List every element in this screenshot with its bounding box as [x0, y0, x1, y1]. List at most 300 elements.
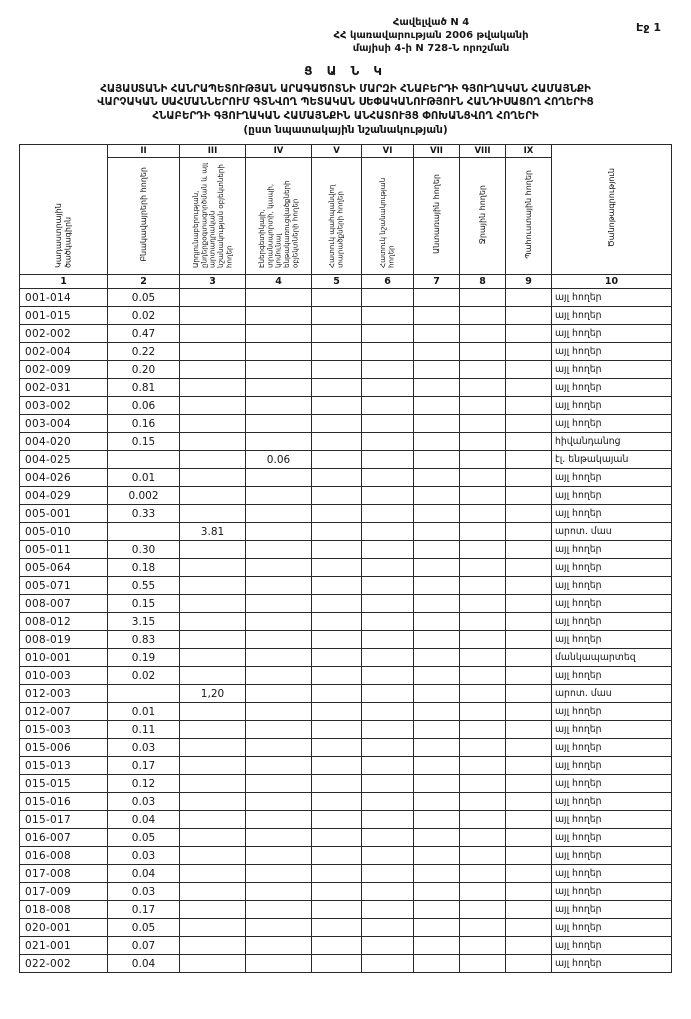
table-row [20, 397, 672, 415]
area-value-cell [362, 811, 414, 829]
area-value-cell [246, 811, 312, 829]
numeral-II: II [108, 145, 180, 158]
area-value-cell: 0.03 [108, 847, 180, 865]
area-value-cell [506, 397, 552, 415]
area-value-cell [460, 757, 506, 775]
area-value-cell [506, 505, 552, 523]
area-value-cell [460, 343, 506, 361]
area-value-cell [506, 577, 552, 595]
area-value-cell [460, 667, 506, 685]
area-value-cell [312, 847, 362, 865]
table-row [20, 793, 672, 811]
cadastral-code-cell: 005-010 [20, 523, 108, 541]
cadastral-code-cell: 012-007 [20, 703, 108, 721]
area-value-cell [180, 325, 246, 343]
area-value-cell [312, 397, 362, 415]
table-row [20, 649, 672, 667]
area-value-cell [362, 559, 414, 577]
area-value-cell: 0.01 [108, 703, 180, 721]
cadastral-code-cell: 004-026 [20, 469, 108, 487]
area-value-cell [246, 505, 312, 523]
area-value-cell [362, 505, 414, 523]
area-value-cell [108, 523, 180, 541]
area-value-cell [180, 397, 246, 415]
area-value-cell [414, 577, 460, 595]
area-value-cell [414, 289, 460, 307]
area-value-cell [460, 469, 506, 487]
area-value-cell [460, 919, 506, 937]
area-value-cell [246, 829, 312, 847]
table-row [20, 379, 672, 397]
column-number: 5 [312, 275, 362, 289]
area-value-cell [460, 811, 506, 829]
area-value-cell [506, 703, 552, 721]
title-line-3: ՀՆԱԲԵՐԴԻ ԳՅՈՒՂԱԿԱՆ ՀԱՄԱՅՆՔԻՆ ԱՆՀԱՏՈՒՅՑ ՓՈԽԱՆՑՎՈՂ ՀՈՂԵՐԻ [152, 110, 539, 122]
area-value-cell [362, 631, 414, 649]
page-number: Էջ 1 [636, 21, 661, 34]
column-number: 1 [20, 275, 108, 289]
area-value-cell [414, 685, 460, 703]
area-value-cell [180, 847, 246, 865]
area-value-cell [414, 847, 460, 865]
area-value-cell [362, 595, 414, 613]
note-cell: այլ հողեր [552, 397, 672, 415]
area-value-cell [506, 469, 552, 487]
cadastral-code-cell: 003-004 [20, 415, 108, 433]
area-value-cell [312, 289, 362, 307]
area-value-cell [246, 919, 312, 937]
area-value-cell [180, 919, 246, 937]
column-header-water-lands: Ջրային հողեր [460, 158, 506, 275]
column-number: 2 [108, 275, 180, 289]
area-value-cell [312, 469, 362, 487]
area-value-cell [506, 523, 552, 541]
area-value-cell: 0.03 [108, 793, 180, 811]
cadastral-code-cell: 016-008 [20, 847, 108, 865]
note-cell: այլ հողեր [552, 703, 672, 721]
note-cell: այլ հողեր [552, 739, 672, 757]
area-value-cell [362, 685, 414, 703]
cadastral-code-cell: 008-007 [20, 595, 108, 613]
land-transfer-table [19, 144, 672, 973]
table-body [20, 289, 672, 973]
area-value-cell [460, 865, 506, 883]
area-value-cell [180, 955, 246, 973]
table-row [20, 325, 672, 343]
note-cell: այլ հողեր [552, 379, 672, 397]
area-value-cell [246, 289, 312, 307]
area-value-cell [246, 487, 312, 505]
area-value-cell [460, 829, 506, 847]
area-value-cell [414, 703, 460, 721]
area-value-cell [312, 667, 362, 685]
appendix-line-1: Հավելված N 4 [392, 17, 470, 28]
area-value-cell [414, 883, 460, 901]
cadastral-code-cell: 005-064 [20, 559, 108, 577]
area-value-cell [180, 883, 246, 901]
cadastral-code-cell: 010-003 [20, 667, 108, 685]
area-value-cell [312, 325, 362, 343]
cadastral-code-cell: 002-002 [20, 325, 108, 343]
area-value-cell [362, 325, 414, 343]
note-cell: այլ հողեր [552, 919, 672, 937]
note-cell: այլ հողեր [552, 289, 672, 307]
area-value-cell: 0.17 [108, 901, 180, 919]
area-value-cell [362, 865, 414, 883]
area-value-cell [460, 613, 506, 631]
note-cell: այլ հողեր [552, 343, 672, 361]
cadastral-code-cell: 022-002 [20, 955, 108, 973]
area-value-cell [362, 847, 414, 865]
area-value-cell [312, 919, 362, 937]
table-row [20, 307, 672, 325]
area-value-cell [414, 721, 460, 739]
note-cell: այլ հողեր [552, 937, 672, 955]
area-value-cell [362, 541, 414, 559]
area-value-cell [414, 559, 460, 577]
area-value-cell [312, 829, 362, 847]
table-row [20, 469, 672, 487]
area-value-cell [180, 739, 246, 757]
area-value-cell [460, 793, 506, 811]
table-row [20, 613, 672, 631]
area-value-cell [414, 361, 460, 379]
area-value-cell [362, 433, 414, 451]
area-value-cell [506, 901, 552, 919]
column-number: 6 [362, 275, 414, 289]
area-value-cell: 0.33 [108, 505, 180, 523]
area-value-cell [312, 793, 362, 811]
area-value-cell [414, 631, 460, 649]
area-value-cell [180, 793, 246, 811]
area-value-cell [506, 937, 552, 955]
area-value-cell [506, 595, 552, 613]
area-value-cell [180, 451, 246, 469]
area-value-cell: 0.81 [108, 379, 180, 397]
area-value-cell [246, 523, 312, 541]
area-value-cell [246, 469, 312, 487]
table-row [20, 937, 672, 955]
area-value-cell [246, 613, 312, 631]
note-cell: այլ հողեր [552, 829, 672, 847]
numeral-V: V [312, 145, 362, 158]
area-value-cell [414, 955, 460, 973]
area-value-cell [506, 847, 552, 865]
note-cell: այլ հողեր [552, 487, 672, 505]
area-value-cell [312, 739, 362, 757]
column-header-infrastructure-lands: Էներգետիկայի, տրանսպորտի, կապի, կոմունալ ենթակառուցվածքների օբյեկտների հողեր [246, 158, 312, 275]
note-cell: արոտ. մաս [552, 523, 672, 541]
area-value-cell [414, 523, 460, 541]
cadastral-code-cell: 005-001 [20, 505, 108, 523]
area-value-cell [362, 955, 414, 973]
area-value-cell [460, 955, 506, 973]
note-cell: մանկապարտեզ [552, 649, 672, 667]
title-caption: Ց Ա Ն Կ [304, 64, 387, 78]
table-row [20, 829, 672, 847]
area-value-cell [362, 883, 414, 901]
area-value-cell [362, 919, 414, 937]
area-value-cell [180, 415, 246, 433]
area-value-cell [362, 775, 414, 793]
area-value-cell [246, 703, 312, 721]
area-value-cell [180, 505, 246, 523]
area-value-cell [180, 487, 246, 505]
column-header-protected-lands: Հատուկ պահպանվող տարածքների հողեր [312, 158, 362, 275]
note-cell: այլ հողեր [552, 541, 672, 559]
area-value-cell [460, 505, 506, 523]
note-cell: այլ հողեր [552, 883, 672, 901]
table-row [20, 685, 672, 703]
area-value-cell [312, 307, 362, 325]
area-value-cell [246, 865, 312, 883]
table-row [20, 523, 672, 541]
area-value-cell [506, 919, 552, 937]
area-value-cell [414, 595, 460, 613]
appendix-line-3: մայիսի 4-ի N 728-Ն որոշման [352, 43, 510, 54]
area-value-cell [108, 451, 180, 469]
column-number-row [20, 275, 672, 289]
area-value-cell [312, 451, 362, 469]
cadastral-code-cell: 002-004 [20, 343, 108, 361]
title-subtitle: (ըստ նպատակային նշանակության) [243, 124, 448, 137]
area-value-cell [362, 415, 414, 433]
area-value-cell [506, 307, 552, 325]
area-value-cell [460, 523, 506, 541]
area-value-cell [246, 793, 312, 811]
area-value-cell [246, 379, 312, 397]
area-value-cell: 0.04 [108, 955, 180, 973]
area-value-cell: 0.83 [108, 631, 180, 649]
area-value-cell [246, 343, 312, 361]
area-value-cell [460, 415, 506, 433]
cadastral-code-cell: 003-002 [20, 397, 108, 415]
area-value-cell [460, 739, 506, 757]
cadastral-code-cell: 018-008 [20, 901, 108, 919]
note-cell: այլ հողեր [552, 757, 672, 775]
area-value-cell [180, 757, 246, 775]
cadastral-code-cell: 020-001 [20, 919, 108, 937]
area-value-cell [312, 721, 362, 739]
area-value-cell: 0.55 [108, 577, 180, 595]
column-number: 7 [414, 275, 460, 289]
area-value-cell: 0.15 [108, 433, 180, 451]
area-value-cell [246, 775, 312, 793]
area-value-cell [108, 685, 180, 703]
cadastral-code-cell: 004-020 [20, 433, 108, 451]
cadastral-code-cell: 015-017 [20, 811, 108, 829]
area-value-cell [246, 937, 312, 955]
area-value-cell [506, 613, 552, 631]
cadastral-code-cell: 012-003 [20, 685, 108, 703]
table-row [20, 955, 672, 973]
cadastral-code-cell: 001-014 [20, 289, 108, 307]
table-row [20, 343, 672, 361]
area-value-cell: 0.47 [108, 325, 180, 343]
column-header-reserve-lands: Պահուստային հողեր [506, 158, 552, 275]
note-cell: այլ հողեր [552, 721, 672, 739]
area-value-cell [460, 307, 506, 325]
numeral-row [20, 145, 672, 158]
area-value-cell [246, 847, 312, 865]
area-value-cell [460, 487, 506, 505]
area-value-cell [460, 577, 506, 595]
area-value-cell [506, 883, 552, 901]
column-number: 8 [460, 275, 506, 289]
area-value-cell [460, 721, 506, 739]
note-cell: այլ հողեր [552, 469, 672, 487]
area-value-cell [312, 343, 362, 361]
note-cell: այլ հողեր [552, 955, 672, 973]
area-value-cell [414, 613, 460, 631]
table-row [20, 631, 672, 649]
area-value-cell [506, 739, 552, 757]
table-row [20, 667, 672, 685]
area-value-cell [246, 721, 312, 739]
area-value-cell [246, 577, 312, 595]
area-value-cell [180, 577, 246, 595]
area-value-cell: 0.06 [246, 451, 312, 469]
cadastral-code-cell: 008-019 [20, 631, 108, 649]
area-value-cell [312, 613, 362, 631]
area-value-cell [246, 955, 312, 973]
area-value-cell [506, 865, 552, 883]
area-value-cell [180, 721, 246, 739]
table-row [20, 289, 672, 307]
area-value-cell: 0.12 [108, 775, 180, 793]
area-value-cell [180, 541, 246, 559]
cadastral-code-cell: 010-001 [20, 649, 108, 667]
column-header-cadastral-code: Կադաստրային ծածկագիրն [20, 145, 108, 275]
area-value-cell: 3.15 [108, 613, 180, 631]
title-line-1: ՀԱՅԱՍՏԱՆԻ ՀԱՆՐԱՊԵՏՈՒԹՅԱՆ ԱՐԱԳԱԾՈՏՆԻ ՄԱՐԶԻ ՀՆԱԲԵՐԴԻ ԳՅՈՒՂԱԿԱՆ ՀԱՄԱՅՆՔԻ [100, 84, 591, 95]
appendix-block [271, 16, 591, 55]
area-value-cell [506, 433, 552, 451]
area-value-cell [506, 649, 552, 667]
cadastral-code-cell: 015-016 [20, 793, 108, 811]
area-value-cell [362, 343, 414, 361]
cadastral-code-cell: 008-012 [20, 613, 108, 631]
area-value-cell [362, 649, 414, 667]
area-value-cell [362, 613, 414, 631]
table-row [20, 775, 672, 793]
area-value-cell [362, 487, 414, 505]
document-title [0, 64, 691, 136]
area-value-cell [180, 613, 246, 631]
area-value-cell [460, 937, 506, 955]
area-value-cell [246, 883, 312, 901]
area-value-cell [180, 343, 246, 361]
area-value-cell [414, 649, 460, 667]
area-value-cell [312, 433, 362, 451]
area-value-cell [506, 721, 552, 739]
note-cell: արոտ. մաս [552, 685, 672, 703]
cadastral-code-cell: 002-009 [20, 361, 108, 379]
area-value-cell [362, 577, 414, 595]
area-value-cell [414, 757, 460, 775]
area-value-cell: 0.07 [108, 937, 180, 955]
area-value-cell [312, 937, 362, 955]
table-row [20, 757, 672, 775]
area-value-cell [312, 775, 362, 793]
area-value-cell [312, 757, 362, 775]
area-value-cell [246, 649, 312, 667]
area-value-cell [180, 829, 246, 847]
area-value-cell [312, 703, 362, 721]
area-value-cell [180, 433, 246, 451]
cadastral-code-cell: 017-008 [20, 865, 108, 883]
area-value-cell: 0.01 [108, 469, 180, 487]
area-value-cell [312, 541, 362, 559]
area-value-cell [312, 505, 362, 523]
area-value-cell [362, 937, 414, 955]
area-value-cell [506, 667, 552, 685]
area-value-cell [414, 487, 460, 505]
area-value-cell [506, 793, 552, 811]
table-row [20, 505, 672, 523]
area-value-cell [414, 343, 460, 361]
area-value-cell [246, 325, 312, 343]
area-value-cell [362, 307, 414, 325]
area-value-cell: 0.03 [108, 739, 180, 757]
area-value-cell: 0.11 [108, 721, 180, 739]
area-value-cell [414, 829, 460, 847]
appendix-line-2: ՀՀ կառավարության 2006 թվականի [333, 30, 529, 41]
area-value-cell [362, 721, 414, 739]
area-value-cell [362, 757, 414, 775]
area-value-cell [414, 775, 460, 793]
area-value-cell [180, 937, 246, 955]
area-value-cell [414, 811, 460, 829]
numeral-III: III [180, 145, 246, 158]
area-value-cell [460, 703, 506, 721]
cadastral-code-cell: 015-006 [20, 739, 108, 757]
area-value-cell [180, 649, 246, 667]
cadastral-code-cell: 005-011 [20, 541, 108, 559]
area-value-cell [460, 361, 506, 379]
numeral-VI: VI [362, 145, 414, 158]
column-number: 9 [506, 275, 552, 289]
area-value-cell: 0.16 [108, 415, 180, 433]
area-value-cell [506, 379, 552, 397]
table-row [20, 865, 672, 883]
table-row [20, 919, 672, 937]
cadastral-code-cell: 004-029 [20, 487, 108, 505]
area-value-cell [506, 631, 552, 649]
area-value-cell [414, 379, 460, 397]
area-value-cell [460, 397, 506, 415]
area-value-cell [362, 379, 414, 397]
area-value-cell [362, 739, 414, 757]
area-value-cell [460, 847, 506, 865]
area-value-cell [414, 865, 460, 883]
area-value-cell [246, 541, 312, 559]
area-value-cell: 0.03 [108, 883, 180, 901]
area-value-cell [246, 685, 312, 703]
note-cell: այլ հողեր [552, 775, 672, 793]
cadastral-code-cell: 015-015 [20, 775, 108, 793]
area-value-cell [506, 361, 552, 379]
area-value-cell [180, 901, 246, 919]
note-cell: այլ հողեր [552, 865, 672, 883]
area-value-cell [362, 523, 414, 541]
cadastral-code-cell: 015-003 [20, 721, 108, 739]
area-value-cell [312, 559, 362, 577]
area-value-cell [506, 487, 552, 505]
area-value-cell [180, 379, 246, 397]
table-row [20, 703, 672, 721]
cadastral-code-cell: 017-009 [20, 883, 108, 901]
